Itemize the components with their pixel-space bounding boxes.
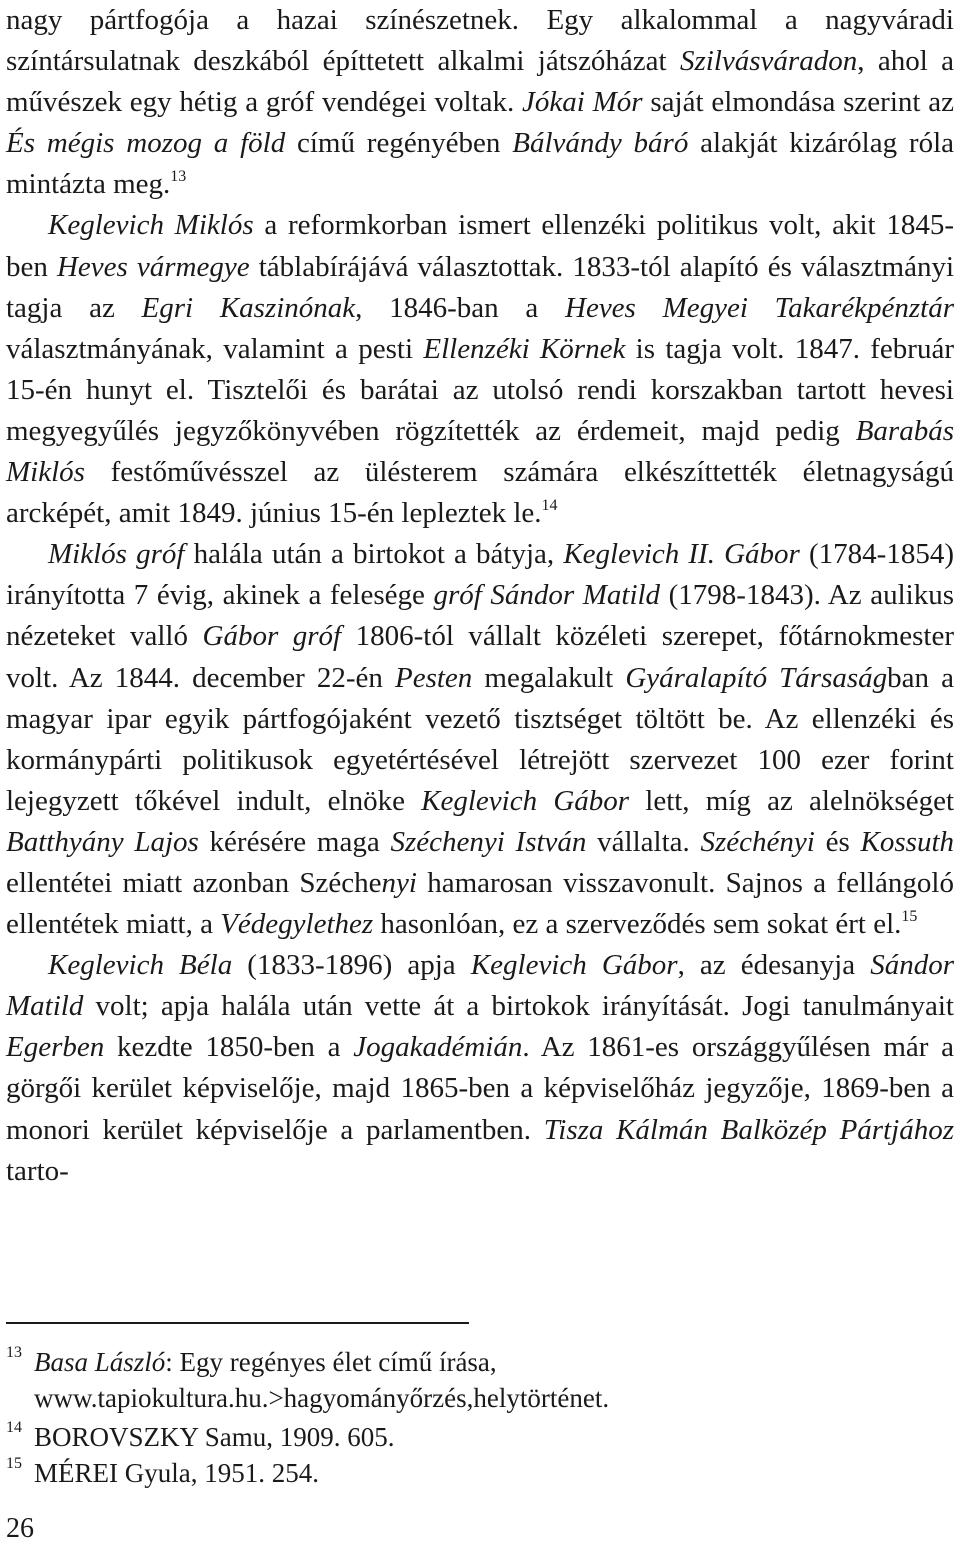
person-name: Keglevich II. Gábor [563,538,800,571]
organization-name: Ellenzéki Körnek [423,332,626,365]
page-number: 26 [6,1513,34,1544]
person-name: Keglevich Gábor [470,949,678,982]
person-name: Sándor Matild [6,949,955,1023]
organization-name: Heves Megyei Takarékpénztár [565,291,954,324]
organization-name: Egri Kaszinónak [141,291,356,324]
paragraph-2: Keglevich Miklós a reformkorban ismert ellenzéki politikus volt, akit 1845-ben Heves vármegye táblabírájává választottak. 1833-tól alapító és választmányi tagja az Egri Kaszinónak, 1846-ban a Heves Megyei Takarékpénztár választmányának, valamint a pesti Ellenzéki Körnek is tagja volt. 1847. február 15-én hunyt el. Tisztelői és barátai az utolsó rendi korszakban tartott hevesi megyegyűlés jegyzőkönyvében rögzítették az érdemeit, majd pedig Barabás Miklós festőművésszel az ülésterem számára elkészíttették életnagyságú arcképét, amit 1849. június 15-én lepleztek le.$^{14}$ [6,209,955,530]
footnote-number: 13 [6,1344,22,1361]
person-name: Miklós gróf [48,538,185,571]
organization-name: Védegylethez [220,908,374,941]
person-name-fragment: nyi [381,866,417,899]
footnote-ref-15[interactable]: 15 [901,908,918,926]
paragraph-4: Keglevich Béla (1833-1896) apja Keglevich Gábor, az édesanyja Sándor Matild volt; apja halála után vette át a birtokok irányítását. Jogi tanulmányait Egerben kezdte 1850-ben a Jogakadémián. Az 1861-es országgyűlésen már a görgői kerület képviselője, majd 1865-ben a képviselőház jegyzője, 1869-ben a monori kerület képviselője a parlamentben. Tisza Kálmán Balközép Pártjához tarto- [6,949,955,1187]
person-name: Batthyány Lajos [6,825,199,858]
place-name: Egerben [6,1031,105,1064]
person-name: Széchényi [700,825,815,858]
footnote-ref-14[interactable]: 14 [541,497,558,515]
person-name: Keglevich Miklós [48,209,254,242]
person-name: Barabás Miklós [6,414,954,489]
book-title: És mégis mozog a föld [6,127,286,160]
person-name: Keglevich Béla [48,949,233,982]
place-name: Pesten [394,661,473,694]
organization-name: Tisza Kálmán Balközép Pártjához [543,1113,954,1146]
organization-name: Jogakadémián [353,1031,523,1064]
footnote-13: 13 Basa László: Egy regényes élet című írása, www.tapiokultura.hu.>hagyományőrzés,helytörténet. [6,1344,954,1416]
person-name: Keglevich Gábor [421,784,630,817]
footnote-15: 15 MÉREI Gyula, 1951. 254. [6,1455,954,1491]
author-name: Basa László [34,1347,166,1377]
main-text [6,0,954,1192]
footnote-number: 15 [6,1455,22,1472]
organization-name: Gyáralapító Társaság [625,661,888,694]
footnote-number: 14 [6,1419,22,1436]
person-name: Jókai Mór [522,86,643,119]
person-name: Gábor gróf [202,620,342,653]
footnote-divider [6,1322,469,1324]
person-name: gróf Sándor Matild [433,579,661,612]
footnotes [6,1344,954,1491]
person-name: Kossuth [860,825,955,858]
person-name: Széchenyi István [390,825,587,858]
paragraph-3: Miklós gróf halála után a birtokot a bátyja, Keglevich II. Gábor (1784-1854) irányította 7 évig, akinek a felesége gróf Sándor Matild (1798-1843). Az aulikus nézeteket valló Gábor gróf 1806-tól vállalt közéleti szerepet, főtárnokmester volt. Az 1844. december 22-én Pesten megalakult Gyáralapító Társaságban a magyar ipar egyik pártfogójaként vezető tisztséget töltött be. Az ellenzéki és kormánypárti politikusok egyetértésével létrejött szervezet 100 ezer forint lejegyzett tőkével indult, elnöke Keglevich Gábor lett, míg az alelnökséget Batthyány Lajos kérésére maga Széchenyi István vállalta. Széchényi és Kossuth ellentétei miatt azonban Széchenyi hamarosan visszavonult. Sajnos a fellángoló ellentétek miatt, a Védegylethez hasonlóan, ez a szerveződés sem sokat ért el.$^{15}$ [6,538,955,941]
place-name: Heves vármegye [56,250,250,283]
footnote-ref-13[interactable]: 13 [170,168,187,186]
character-name: Bálvándy báró [512,127,689,160]
footnote-14: 14 BOROVSZKY Samu, 1909. 605. [6,1419,954,1455]
place-name: Szilvásváradon [679,45,858,78]
paragraph-1: nagy pártfogója a hazai színészetnek. Egy alkalommal a nagyváradi színtársulatnak deszkából építtetett alkalmi játszóházat Szilvásváradon, ahol a művészek egy hétig a gróf vendégei voltak. Jókai Mór saját elmondása szerint az És mégis mozog a föld című regényében Bálvándy báró alakját kizárólag róla mintázta meg.$^{13}$ [6,4,954,201]
